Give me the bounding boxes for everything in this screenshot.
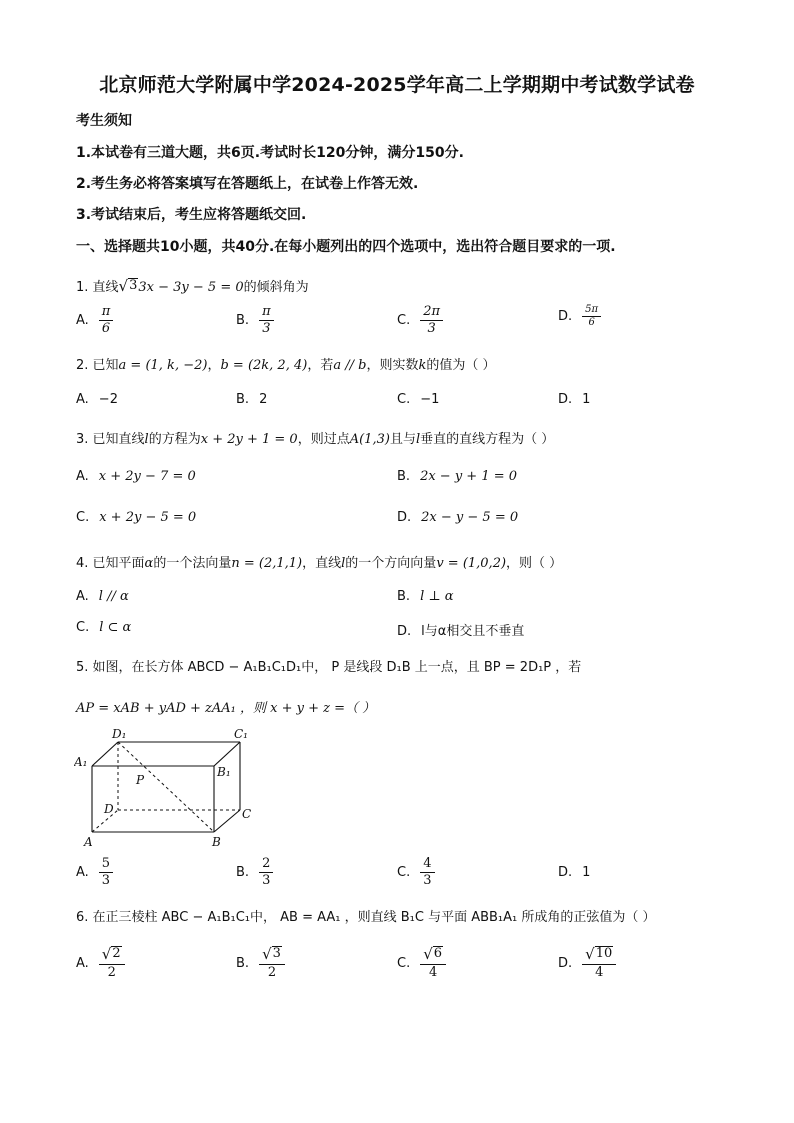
option-text: −1 <box>420 392 440 407</box>
option-label: C. <box>76 510 90 525</box>
option-label: D. <box>397 624 412 639</box>
option-label: B. <box>236 956 250 971</box>
label-b: B <box>212 835 221 849</box>
option-label: A. <box>76 956 89 971</box>
q4-text: 的一个方向向量 <box>345 556 437 571</box>
q2-option-c <box>397 392 439 407</box>
option-label: D. <box>558 309 573 324</box>
q1-sqrt: √ 3 <box>118 277 138 295</box>
radicand: 6 <box>433 946 443 961</box>
q3-line-l: l <box>415 432 421 447</box>
q4-option-c <box>76 620 131 635</box>
q2-vector-b: b = (2k, 2, 4) <box>220 358 308 373</box>
option-label: D. <box>558 956 573 971</box>
option-text: x + 2y − 5 = 0 <box>99 510 197 525</box>
numerator <box>99 946 125 965</box>
fraction <box>582 946 616 981</box>
q2-suffix: ，则实数 <box>366 358 419 373</box>
numerator: 2 <box>259 856 273 873</box>
q2-option-b <box>236 392 267 407</box>
question-6: 6. 在正三棱柱 ABC − A₁B₁C₁中， AB = AA₁ ，则直线 B₁C 与平面 ABB₁A₁ 所成角的正弦值为（ ） <box>76 910 656 925</box>
q2-condition: a // b <box>333 358 367 373</box>
option-label: B. <box>397 589 411 604</box>
q1-option-a <box>76 304 113 337</box>
question-5-line-2: AP = xAB + yAD + zAA₁ ，则 x + y + z =（ ） <box>76 701 376 716</box>
q4-text: 4. 已知平面 <box>76 556 145 571</box>
q2-prefix: 2. 已知 <box>76 358 119 373</box>
q5-option-d <box>558 865 590 880</box>
fraction <box>582 304 601 329</box>
q4-option-b <box>397 589 454 604</box>
option-text: 1 <box>582 865 591 880</box>
option-text: l ⊥ α <box>420 589 454 604</box>
hidden-diagonal-d1b <box>118 742 214 832</box>
q3-option-d <box>397 510 518 525</box>
sqrt: √ 3 <box>262 945 281 963</box>
numerator: 4 <box>420 856 434 873</box>
q2-option-d <box>558 392 590 407</box>
q4-text: ，直线 <box>302 556 342 571</box>
fraction <box>420 856 434 889</box>
fraction <box>99 304 114 337</box>
fraction <box>259 946 285 981</box>
sqrt: √ 6 <box>423 945 443 963</box>
q1-option-b <box>236 304 274 337</box>
denominator: 3 <box>423 873 432 888</box>
label-d: D <box>104 802 114 816</box>
fraction <box>420 946 446 981</box>
q3-point: A(1,3) <box>349 432 390 447</box>
notice-item-3: 3.考试结束后，考生应将答题纸交回. <box>76 207 307 223</box>
q3-text: 且与 <box>389 432 416 447</box>
q2-vector-a: a = (1, k, −2) <box>118 358 208 373</box>
q6-option-c <box>397 946 446 981</box>
fraction <box>420 304 443 337</box>
radicand: 3 <box>272 946 281 961</box>
label-p: P <box>136 773 145 787</box>
option-label: A. <box>76 469 89 484</box>
q6-option-a <box>76 946 125 981</box>
q4-option-a <box>76 589 129 604</box>
q6-option-d <box>558 946 616 981</box>
q5-option-c <box>397 856 435 889</box>
option-text: l与α相交且不垂直 <box>421 624 525 639</box>
denominator: 2 <box>107 965 116 980</box>
option-label: B. <box>236 313 250 328</box>
q4-option-d <box>397 620 524 639</box>
exam-title: 北京师范大学附属中学2024-2025学年高二上学期期中考试数学试卷 <box>99 74 695 96</box>
denominator: 3 <box>427 321 436 336</box>
q6-option-b <box>236 946 285 981</box>
question-5-line-1: 5. 如图，在长方体 ABCD − A₁B₁C₁D₁中， P 是线段 D₁B 上一点，且 BP = 2D₁P ，若 <box>76 660 582 675</box>
denominator: 3 <box>262 321 271 336</box>
numerator <box>259 946 285 965</box>
option-text: 2x − y − 5 = 0 <box>421 510 519 525</box>
numerator: π <box>99 304 114 321</box>
sqrt: √ 2 <box>101 945 121 963</box>
label-c1: C₁ <box>234 727 248 741</box>
numerator: 2π <box>420 304 443 321</box>
label-b1: B₁ <box>217 765 231 779</box>
notice-item-1: 1.本试卷有三道大题，共6页.考试时长120分钟，满分150分. <box>76 145 464 161</box>
option-text: l ⊂ α <box>99 620 132 635</box>
option-label: B. <box>236 865 250 880</box>
q1-equation: 3x − 3y − 5 = 0 <box>138 280 244 295</box>
denominator: 2 <box>267 965 277 980</box>
q4-alpha: α <box>144 556 154 571</box>
q5-option-b <box>236 856 273 889</box>
q1-option-c <box>397 304 443 337</box>
q2-k: k <box>418 358 427 373</box>
sqrt: √ 10 <box>585 945 613 963</box>
fraction <box>99 946 125 981</box>
numerator: 5π <box>582 304 601 317</box>
option-label: A. <box>76 589 89 604</box>
numerator <box>582 946 616 965</box>
fraction <box>99 856 113 889</box>
option-label: B. <box>397 469 411 484</box>
denominator: 6 <box>101 321 111 336</box>
label-a1: A₁ <box>74 755 88 769</box>
option-label: D. <box>558 865 573 880</box>
q4-text: ，则（ ） <box>506 556 563 571</box>
question-2: 2. 已知a = (1, k, −2)，b = (2k, 2, 4)，若a // b，则实数k的值为（ ） <box>76 358 496 373</box>
label-a: A <box>84 835 93 849</box>
denominator: 4 <box>595 965 604 980</box>
radicand: 10 <box>595 946 613 961</box>
notice-heading: 考生须知 <box>76 113 132 129</box>
option-label: C. <box>397 313 411 328</box>
q3-text: 3. 已知直线 <box>76 432 145 447</box>
numerator <box>420 946 446 965</box>
q3-text: ，则过点 <box>297 432 350 447</box>
numerator: π <box>259 304 274 321</box>
option-text: 2x − y + 1 = 0 <box>420 469 518 484</box>
numerator: 5 <box>99 856 113 873</box>
cuboid-figure <box>74 726 264 854</box>
option-text: x + 2y − 7 = 0 <box>98 469 196 484</box>
denominator: 6 <box>588 317 595 328</box>
option-label: A. <box>76 392 89 407</box>
q4-direction-vector: v = (1,0,2) <box>436 556 507 571</box>
q2-mid: ，若 <box>307 358 334 373</box>
option-text: l // α <box>98 589 129 604</box>
q3-option-b <box>397 469 517 484</box>
label-c: C <box>242 807 252 821</box>
option-label: A. <box>76 865 89 880</box>
edge-bc <box>214 810 240 832</box>
question-3 <box>76 428 554 447</box>
section-1-heading: 一、选择题共10小题，共40分.在每小题列出的四个选项中，选出符合题目要求的一项. <box>76 239 616 255</box>
q3-line-l: l <box>144 432 149 447</box>
q1-suffix: 的倾斜角为 <box>243 280 309 295</box>
option-text: 1 <box>582 392 591 407</box>
option-label: D. <box>397 510 412 525</box>
option-label: A. <box>76 313 89 328</box>
q4-line-l: l <box>341 556 346 571</box>
option-text: 2 <box>259 392 268 407</box>
q1-option-d <box>558 304 601 329</box>
fraction <box>259 304 274 337</box>
edge-b1c1 <box>214 742 240 766</box>
label-d1: D₁ <box>112 727 127 741</box>
q1-prefix: 1. 直线 <box>76 280 119 295</box>
question-4 <box>76 552 562 571</box>
edge-a1d1 <box>92 742 118 766</box>
q3-text: 垂直的直线方程为（ ） <box>420 432 555 447</box>
option-label: C. <box>76 620 90 635</box>
fraction <box>259 856 273 889</box>
q3-text: 的方程为 <box>148 432 201 447</box>
option-label: B. <box>236 392 250 407</box>
notice-item-2: 2.考生务必将答案填写在答题纸上，在试卷上作答无效. <box>76 176 419 192</box>
option-label: C. <box>397 956 411 971</box>
denominator: 3 <box>101 873 111 888</box>
option-label: C. <box>397 392 411 407</box>
q3-option-a <box>76 469 196 484</box>
q2-tail: 的值为（ ） <box>426 358 496 373</box>
q2-option-a <box>76 392 118 407</box>
question-1 <box>76 276 309 295</box>
radicand: 2 <box>112 946 121 961</box>
q4-normal-vector: n = (2,1,1) <box>231 556 303 571</box>
option-text: −2 <box>98 392 118 407</box>
q5-option-a <box>76 856 113 889</box>
q3-equation: x + 2y + 1 = 0 <box>200 432 298 447</box>
denominator: 3 <box>262 873 271 888</box>
option-label: C. <box>397 865 411 880</box>
q3-option-c <box>76 510 196 525</box>
denominator: 4 <box>429 965 438 980</box>
q4-text: 的一个法向量 <box>153 556 232 571</box>
option-label: D. <box>558 392 573 407</box>
